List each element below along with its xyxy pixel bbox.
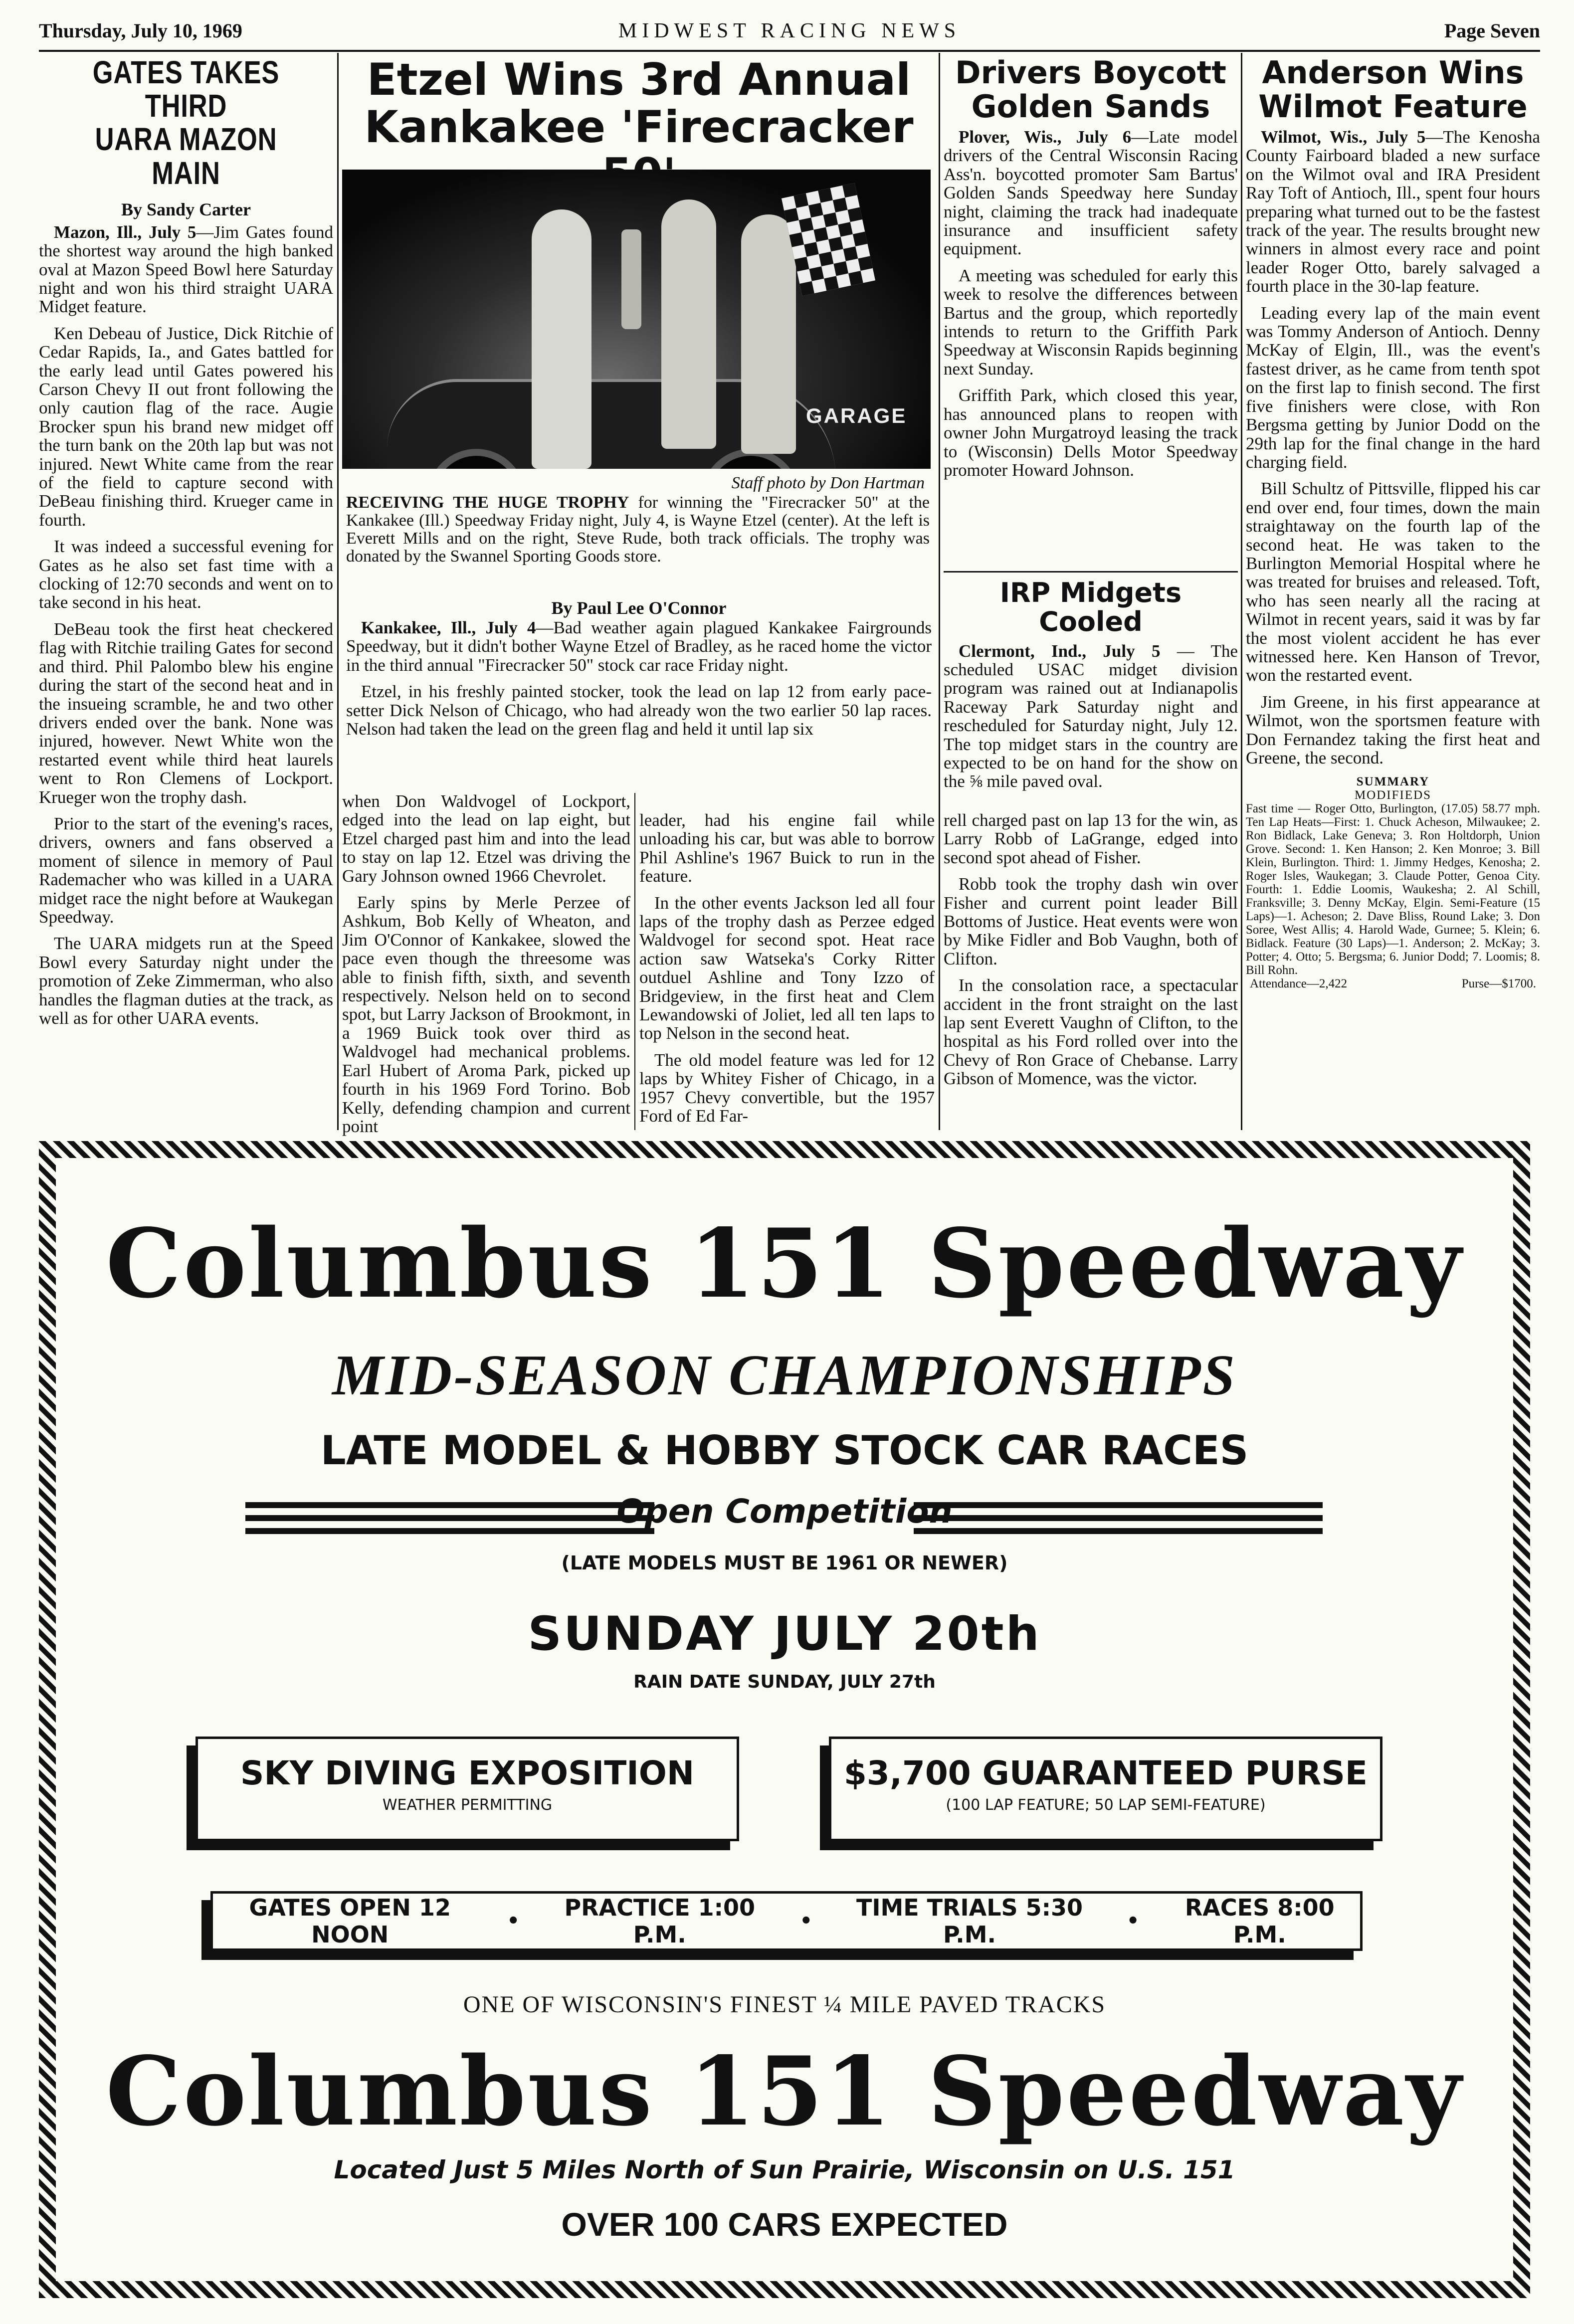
paragraph: Jim Greene, in his first appearance at Wilmot, won the sportsmen feature with Don Fernandez taking the first heat and Greene, the second. <box>1246 692 1540 768</box>
race-summary <box>1246 775 1540 990</box>
article-divider <box>944 571 1238 573</box>
column-rule <box>337 53 339 1130</box>
ad-location: Located Just 5 Miles North of Sun Prairie, Wisconsin on U.S. 151 <box>334 2155 1235 2184</box>
column-rule <box>634 793 635 1130</box>
ad-subtitle: MID-SEASON CHAMPIONSHIPS <box>332 1344 1237 1407</box>
headline-line: GATES TAKES THIRD <box>92 54 280 124</box>
paragraph: Early spins by Merle Perzee of Ashkum, Bob Kelly of Wheaton, and Jim O'Connor of Kankakee, slowed the pace even though the threesome was able to finish fifth, sixth, and seventh respectively. Nelson held on to second spot, but Larry Jackson of Brookmont, in a 1969 Buick took over third as Waldvogel had mechanical problems. Earl Hubert of Aroma Park, picked up fourth in his 1969 Ford Torino. Bob Kelly, defending champion and current point <box>342 893 630 1136</box>
paragraph: —Late model drivers of the Central Wisconsin Racing Ass'n. boycotted promoter Sam Bartus' Golden Sands Speedway here Sunday night, claiming the track had inadequate insurance and insufficient safety equipment. <box>944 127 1238 259</box>
official-left <box>532 209 591 469</box>
dateline: Clermont, Ind., July 5 <box>959 641 1161 661</box>
issue-date: Thursday, July 10, 1969 <box>39 19 242 42</box>
practice-time: PRACTICE 1:00 P.M. <box>564 1894 756 1948</box>
bullet: • <box>1126 1910 1140 1933</box>
paragraph: In the other events Jackson led all four laps of the trophy dash as Perzee edged Waldvogel for second spot. Heat race action saw Watseka's Corky Ritter outduel Ashline and Tony Izzo of Bridgeview, in the first heat and Clem Lewandowski of Joliet, led all ten laps to top Nelson in the second heat. <box>639 893 935 1043</box>
paragraph: In the consolation race, a spectacular accident in the front straight on the last lap sent Everett Vaughn of Clifton, to the hospital as his Ford rolled over into the Chevy of Ron Grace of Chebanse. Larry Gibson of Momence, was the victor. <box>944 975 1238 1089</box>
headline-line: Golden Sands <box>971 88 1210 125</box>
time-trials: TIME TRIALS 5:30 P.M. <box>856 1894 1083 1948</box>
trophy <box>621 229 641 329</box>
column-rule <box>939 53 940 1130</box>
publication-title: MIDWEST RACING NEWS <box>618 19 961 42</box>
article-body <box>39 223 333 1028</box>
header-rule <box>39 50 1540 52</box>
headline <box>65 56 307 190</box>
summary-subheading: MODIFIEDS <box>1354 788 1432 802</box>
ad-cars-expected: OVER 100 CARS EXPECTED <box>561 2206 1008 2243</box>
ad-race-date: SUNDAY JULY 20th <box>528 1607 1041 1661</box>
paragraph: The old model feature was led for 12 laps by Whitey Fisher of Chicago, in a 1957 Chevy convertible, but the 1957 Ford of Ed Far- <box>639 1050 935 1126</box>
sky-diving-title: SKY DIVING EXPOSITION <box>240 1754 695 1792</box>
purse: Purse—$1700. <box>1461 977 1536 991</box>
paragraph: rell charged past on lap 13 for the win, as Larry Robb of LaGrange, edged into second spot ahead of Fisher. <box>944 810 1238 867</box>
dateline: Kankakee, Ill., July 4 <box>361 618 536 637</box>
headline-line: Drivers Boycott <box>955 54 1226 91</box>
ad-rain-date: RAIN DATE SUNDAY, JULY 27th <box>633 1672 936 1692</box>
summary-results: Fast time — Roger Otto, Burlington, (17.05) 58.77 mph. Ten Lap Heats—First: 1. Chuck Acheson, Milwaukee; 2. Ron Bidlack, Lake Geneva; 3. Ron Holtdorph, Union Grove. Second: 1. Ken Hanson; 2. Ken Monroe; 3. Bill Klein, Burlington. Third: 1. Jimmy Hedges, Kenosha; 2. Roger Isles, Waukegan; 3. Claude Potter, Genoa City. Fourth: 1. Eddie Loomis, Waukesha; 2. Al Schill, Franksville; 3. Denny McKay, Elgin. Semi-Feature (15 Laps)—1. Acheson; 2. Dave Bliss, Round Lake; 3. Don Soree, West Allis; 4. Harold Wade, Gurnee; 5. Klein; 6. Bidlack. Feature (30 Laps)—1. Anderson; 2. McKay; 3. Potter; 4. Otto; 5. Bergsma; 6. Junior Dodd; 7. Loomis; 8. Bill Rohn. <box>1246 802 1540 977</box>
paragraph: DeBeau took the first heat checkered flag with Ritchie trailing Gates for second and third. Phil Palombo blew his engine during the start of the second heat and in the insueing scramble, he and two other drivers ended over the bank. None was injured, however. Newt White won the restarted event while third heat laurels went to Ron Clemens of Lockport. Krueger won the trophy dash. <box>39 619 333 807</box>
ad-tagline: ONE OF WISCONSIN'S FINEST ¼ MILE PAVED TRACKS <box>463 1991 1106 2018</box>
article-body <box>944 642 1238 791</box>
bullet: • <box>507 1910 520 1933</box>
byline: By Sandy Carter <box>121 199 251 219</box>
paragraph: Etzel, in his freshly painted stocker, took the lead on lap 12 from early pace-setter Dick Nelson of Chicago, who had already won the two earlier 50 lap races. Nelson had taken the lead on the green flag and held it until lap six <box>346 682 932 739</box>
paragraph: The UARA midgets run at the Speed Bowl every Saturday night under the promotion of Zeke Zimmerman, who also handles the flagman duties at the track, as well as for other UARA events. <box>39 934 333 1028</box>
headline <box>1246 56 1540 124</box>
ad-title-repeat: Columbus 151 Speedway <box>106 2036 1463 2147</box>
article-body <box>346 618 932 738</box>
ad-title: Columbus 151 Speedway <box>106 1208 1463 1319</box>
paragraph: Robb took the trophy dash win over Fisher and current point leader Bill Bottoms of Justice. Heat events were won by Mike Fidler and Bob Vaughn, both of Clifton. <box>944 874 1238 968</box>
page-number: Page Seven <box>1444 19 1540 42</box>
schedule-box <box>210 1891 1363 1951</box>
paragraph: —The Kenosha County Fairboard bladed a new surface on the Wilmot oval and IRA President Ray Toft of Antioch, Ill., spent four hours preparing what turned out to be the fastest track of the year. The results brought new winners in almost every race and point leader Roger Otto, barely salvaged a fourth place in the 30-lap feature. <box>1246 127 1540 296</box>
article-column <box>639 811 935 1134</box>
photo-sign: GARAGE <box>806 404 907 427</box>
ad-open-competition: Open Competition <box>616 1492 953 1531</box>
headline-line: Kankakee 'Firecracker <box>364 101 914 153</box>
paragraph: Prior to the start of the evening's races, drivers, owners and fans observed a moment of silence in memory of Paul Rademacher who was killed in a UARA midget race the night before at Waukegan Speedway. <box>39 813 333 927</box>
article-column <box>944 811 1238 1096</box>
article-body <box>944 128 1238 479</box>
caption-text: for winning the "Firecracker 50" at the Kankakee (Ill.) Speedway Friday night, July 4, is Wayne Etzel (center). At the left is Everett Mills and on the right, Steve Rude, both track officials. The trophy was donated by the Swannel Sporting Goods store. <box>346 493 930 566</box>
ad-races: LATE MODEL & HOBBY STOCK CAR RACES <box>320 1427 1249 1474</box>
dateline: Wilmot, Wis., July 5 <box>1261 127 1426 147</box>
sky-diving-note: WEATHER PERMITTING <box>382 1796 553 1814</box>
dateline: Plover, Wis., July 6 <box>959 127 1132 147</box>
purse-title: $3,700 GUARANTEED PURSE <box>844 1754 1368 1792</box>
summary-footer <box>1246 977 1540 990</box>
headline-line: Anderson Wins <box>1262 54 1524 91</box>
official-right <box>741 214 796 454</box>
photo-caption <box>346 494 930 566</box>
bullet: • <box>799 1910 813 1933</box>
purse-box <box>829 1737 1382 1841</box>
article-column <box>342 792 630 1144</box>
paragraph: —Jim Gates found the shortest way around the high banked oval at Mazon Speed Bowl here Saturday night and won his third straight UARA Midget feature. <box>39 222 333 317</box>
race-photo <box>342 170 931 469</box>
driver-center <box>661 199 716 449</box>
dateline: Mazon, Ill., July 5 <box>54 222 197 242</box>
headline <box>944 56 1238 124</box>
article-body <box>1246 128 1540 767</box>
article-boycott <box>944 56 1238 487</box>
paragraph: Griffith Park, which closed this year, has announced plans to reopen with owner John Murgatroyd leasing the track to (Wisconsin) Dells Motor Speedway promoter Howard Johnson. <box>944 386 1238 480</box>
photo-credit: Staff photo by Don Hartman <box>731 474 925 492</box>
headline: IRP Midgets Cooled <box>999 577 1182 638</box>
paragraph: —Bad weather again plagued Kankakee Fairgrounds Speedway, but it didn't bother Wayne Etzel of Bradley, as he raced home the victor in the third annual "Firecracker 50" stock car race Friday night. <box>346 618 932 675</box>
paragraph: A meeting was scheduled for early this week to resolve the differences between Bartus and the group, which reportedly intends to return to the Griffith Park Speedway at Wisconsin Rapids beginning next Sunday. <box>944 265 1238 379</box>
speedway-advertisement <box>39 1141 1530 2298</box>
attendance: Attendance—2,422 <box>1250 977 1348 991</box>
paragraph: Bill Schultz of Pittsville, flipped his car end over end, four times, down the main straightaway on the fourth lap of the second heat. He was taken to the Burlington Memorial Hospital where he was treated for bruises and released. Toft, who has seen nearly all the racing at Wilmot in recent years, said it was by far the most violent accident he has ever witnessed here. Ken Hanson of Trevor, won the restarted event. <box>1246 479 1540 685</box>
byline: By Paul Lee O'Connor <box>551 598 727 618</box>
paragraph: It was indeed a successful evening for Gates as he also set fast time with a clocking of 12:70 seconds and went on to take second in his heat. <box>39 537 333 612</box>
column-rule <box>1241 53 1242 1130</box>
article-irp <box>944 579 1238 799</box>
paragraph: — The scheduled USAC midget division program was rained out at Indianapolis Raceway Park Saturday night and rescheduled for Saturday night, July 12. The top midget stars in the country are expected to be on hand for the show on the ⅝ mile paved oval. <box>944 641 1238 791</box>
paragraph: when Don Waldvogel of Lockport, edged into the lead on lap eight, but Etzel charged past him and into the lead to stay on lap 12. Etzel was driving the Gary Johnson owned 1966 Chevrolet. <box>342 791 630 886</box>
headline-line: UARA MAZON MAIN <box>95 121 277 191</box>
summary-heading: SUMMARY <box>1356 775 1430 789</box>
purse-note: (100 LAP FEATURE; 50 LAP SEMI-FEATURE) <box>946 1796 1266 1814</box>
headline-line: Wilmot Feature <box>1258 88 1528 125</box>
gates-open: GATES OPEN 12 NOON <box>249 1894 451 1948</box>
paragraph: Ken Debeau of Justice, Dick Ritchie of Cedar Rapids, Ia., and Gates battled for the early lead until Gates powered his Carson Chevy II out front following the only caution flag of the race. Augie Brocker spun his brand new midget off the turn bank on the 20th lap but was not injured. Newt White came from the rear of the field to capture second with DeBeau finishing third. Krueger came in fourth. <box>39 323 333 530</box>
headline-line: Etzel Wins 3rd Annual <box>367 54 911 105</box>
ad-eligibility: (LATE MODELS MUST BE 1961 OR NEWER) <box>561 1552 1008 1574</box>
races-time: RACES 8:00 P.M. <box>1184 1894 1335 1948</box>
paragraph: Leading every lap of the main event was Tommy Anderson of Antioch. Denny McKay of Elgin, Ill., was the event's fastest driver, as he came from tenth spot on the first lap to finish second. The first five finishers were close, with Ron Bergsma getting by Junior Dodd on the 29th lap for the final change in the hard charging field. <box>1246 303 1540 472</box>
page-header <box>39 14 1540 49</box>
caption-lead: RECEIVING THE HUGE TROPHY <box>346 493 629 512</box>
article-gates <box>39 56 333 1035</box>
paragraph: leader, had his engine fail while unloading his car, but was able to borrow Phil Ashline's 1967 Buick to run in the feature. <box>639 810 935 886</box>
article-anderson <box>1246 56 1540 990</box>
sky-diving-box <box>196 1737 739 1841</box>
